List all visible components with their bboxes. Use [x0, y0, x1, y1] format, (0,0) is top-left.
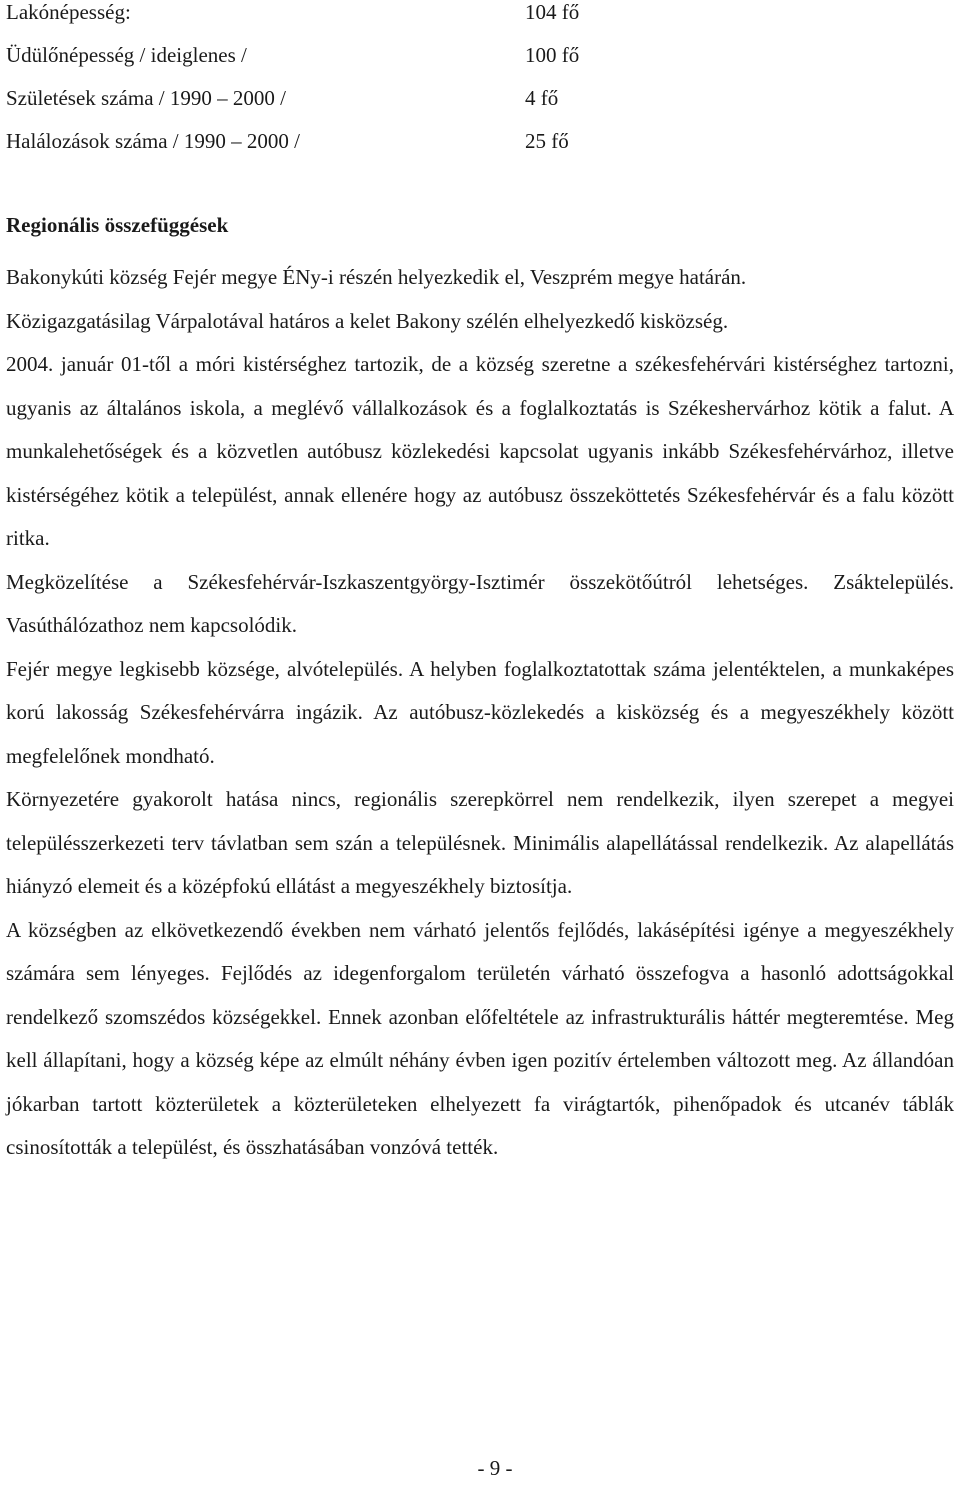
stat-value: 100 fő: [525, 43, 580, 67]
paragraph-location: Bakonykúti község Fejér megye ÉNy-i részén helyezkedik el, Veszprém megye határán.: [6, 265, 747, 289]
stat-label: Üdülőnépesség / ideiglenes /: [6, 43, 247, 67]
stat-value: 25 fő: [525, 129, 569, 153]
paragraph-development: A községben az elkövetkezendő években nem várható jelentős fejlődés, lakásépítési igénye a megyeszékhely számára sem lényeges. Fejlődés az idegenforgalom területén várható összefogva a hasonló adottságokkal rendelkező szomszédos községekkel. Ennek azonban előfeltétele az infrastrukturális háttér megteremtése. Meg kell állapítani, hogy a község képe az elmúlt néhány évben igen pozitív értelemben változott meg. Az állandóan jókarban tartott közterületek a közterületeken elhelyezett fa virágtartók, pihenőpadok és utcanév táblák csinosították a települést, és összhatásában vonzóvá tették.: [6, 917, 954, 1159]
stat-label: Halálozások száma / 1990 – 2000 /: [6, 129, 300, 153]
population-stats: [6, 0, 954, 172]
stat-row-births: [6, 86, 954, 129]
paragraph-employment: Fejér megye legkisebb községe, alvótelepülés. A helyben foglalkoztatottak száma jelentéktelen, a munkaképes korú lakosság Székesfehérvárra ingázik. Az autóbusz-közlekedés a kisközség és a megyeszékhely között megfelelőnek mondható.: [6, 656, 954, 768]
stat-label: Születések száma / 1990 – 2000 /: [6, 86, 286, 110]
paragraph-microregion: 2004. január 01-től a móri kistérséghez tartozik, de a község szeretne a székesfehérvári kistérséghez tartozni, ugyanis az általános iskola, a meglévő vállalkozások és a foglalkoztatás is Székeshervárhoz kötik a falut. A munkalehetőségek és a közvetlen autóbusz közlekedési kapcsolat ugyanis inkább Székesfehérvárhoz, illetve kistérségéhez kötik a települést, annak ellenére hogy az autóbusz összeköttetés Székesfehérvár és a falu között ritka.: [6, 352, 954, 550]
stat-row-deaths: [6, 129, 954, 172]
page-number: - 9 -: [477, 1456, 513, 1480]
stat-row-resident-population: [6, 0, 954, 43]
paragraph-access: Megközelítése a Székesfehérvár-Iszkaszentgyörgy-Isztimér összekötőútról lehetséges. Zsáktelepülés. Vasúthálózathoz nem kapcsolódik.: [6, 569, 954, 637]
stat-row-holiday-population: [6, 43, 954, 86]
section-body: [6, 256, 954, 1170]
stat-label: Lakónépesség:: [6, 0, 131, 24]
paragraph-administration: Közigazgatásilag Várpalotával határos a kelet Bakony szélén elhelyezkedő kisközség.: [6, 308, 729, 333]
stat-value: 4 fő: [525, 86, 559, 110]
stat-value: 104 fő: [525, 0, 580, 24]
section-heading: Regionális összefüggések: [6, 213, 229, 237]
paragraph-regional-role: Környezetére gyakorolt hatása nincs, regionális szerepkörrel nem rendelkezik, ilyen szerepet a megyei településszerkezeti terv távlatban sem szán a településnek. Minimális alapellátással rendelkezik. Az alapellátás hiányzó elemeit és a középfokú ellátást a megyeszékhely biztosítja.: [6, 787, 954, 898]
